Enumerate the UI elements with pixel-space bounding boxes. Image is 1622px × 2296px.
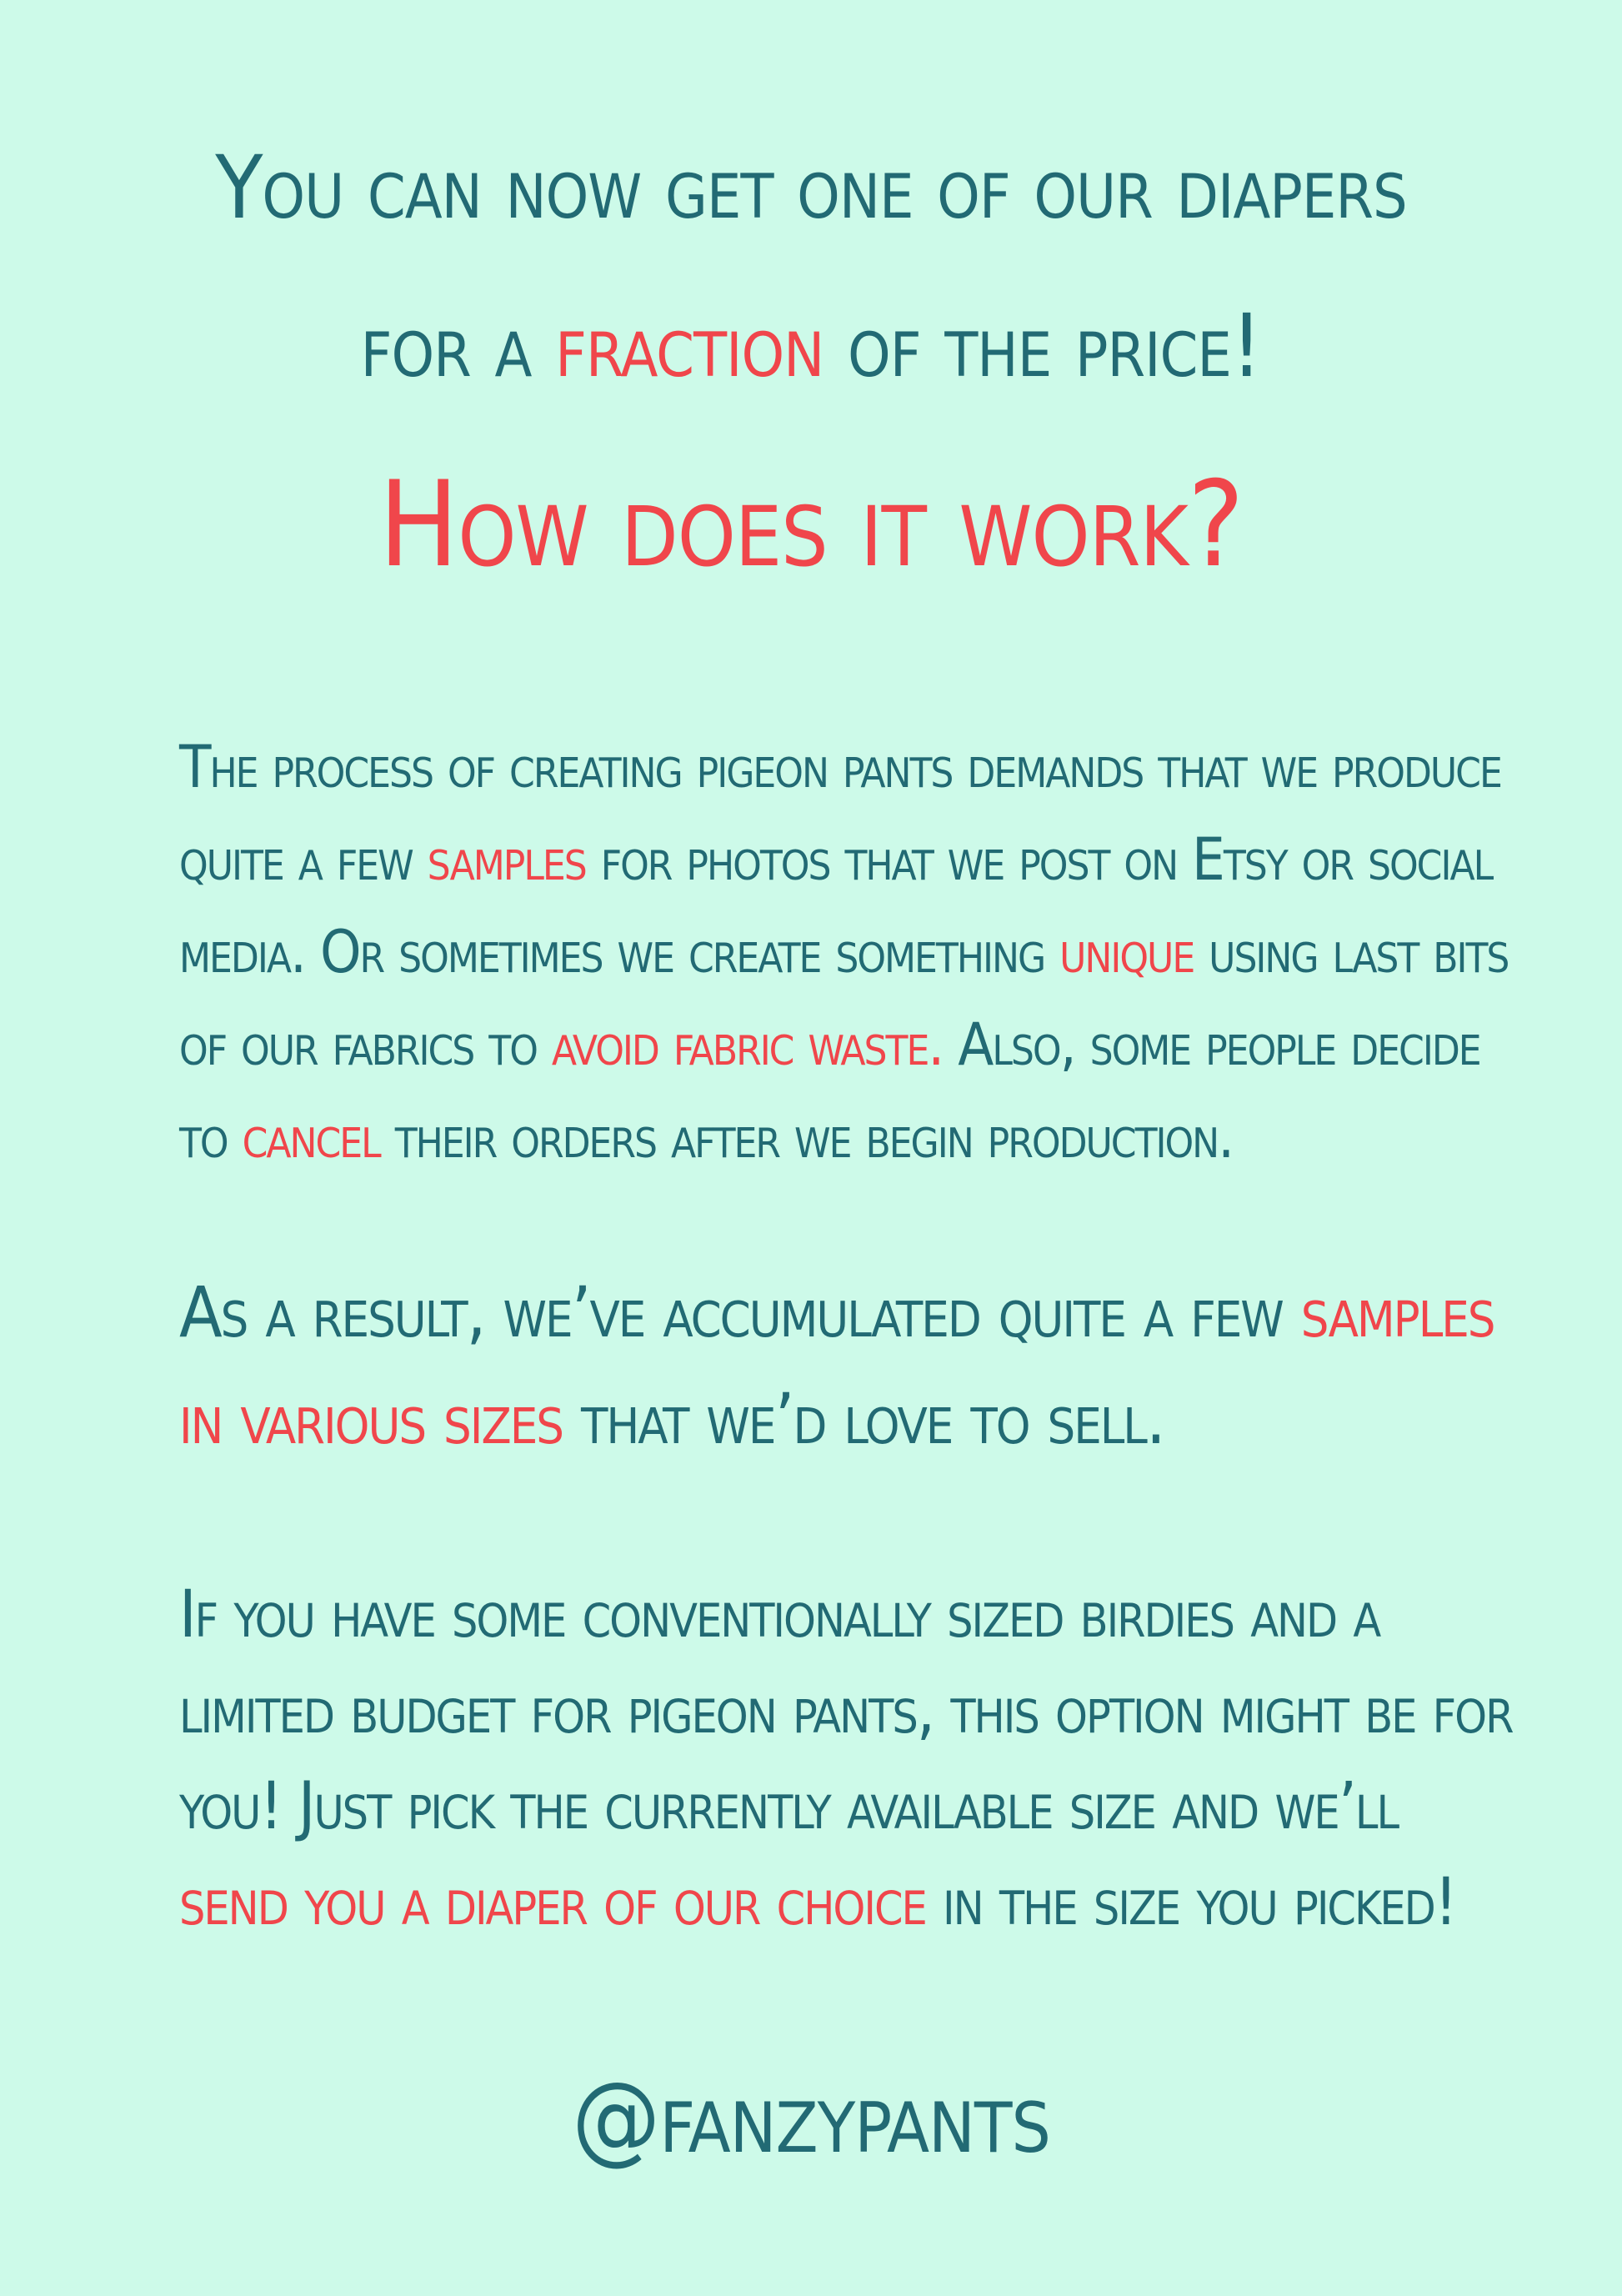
paragraph-highlight: samples (427, 825, 586, 894)
social-handle: @fanzypants (572, 2060, 1050, 2175)
paragraph-result (179, 1259, 1513, 1472)
headline (0, 108, 1622, 425)
paragraph-offer (179, 1567, 1513, 1951)
paragraph-text: using last bits of our fabrics to (179, 918, 1509, 1079)
paragraph-highlight: unique (1059, 918, 1194, 986)
paragraph-highlight: samples in various sizes (179, 1271, 1494, 1460)
paragraph-highlight: send you a diaper of our choice (179, 1865, 926, 1940)
paragraph-highlight: cancel (242, 1103, 380, 1171)
headline-text: of the price! (824, 295, 1262, 397)
paragraph-highlight: avoid fabric waste. (551, 1010, 944, 1079)
paragraph-text: their orders after we begin production. (379, 1103, 1234, 1171)
paragraph-process (179, 721, 1513, 1184)
headline-line-1: You can now get one of our diapers (215, 137, 1407, 238)
paragraph-text: If you have some conventionally sized birdies and a limited budget for pigeon pants, this option might be for you! Just pick the currently available size and we’ll (179, 1577, 1513, 1844)
headline-highlight: fraction (555, 295, 824, 397)
paragraph-text: that we’d love to sell. (562, 1378, 1164, 1460)
headline-text: for a (360, 295, 556, 397)
paragraph-text: in the size you picked! (925, 1865, 1456, 1940)
paragraph-text: The process of creating pigeon pants demands that we produce quite a few (179, 733, 1501, 894)
paragraph-text: Also, some people decide to (179, 1010, 1480, 1171)
headline-line-2 (0, 267, 1622, 425)
paragraph-text: As a result, we’ve accumulated quite a few (179, 1271, 1301, 1353)
section-question: How does it work? (378, 456, 1244, 594)
paragraph-text: for photos that we post on Etsy or social media. Or sometimes we create something (179, 825, 1493, 986)
